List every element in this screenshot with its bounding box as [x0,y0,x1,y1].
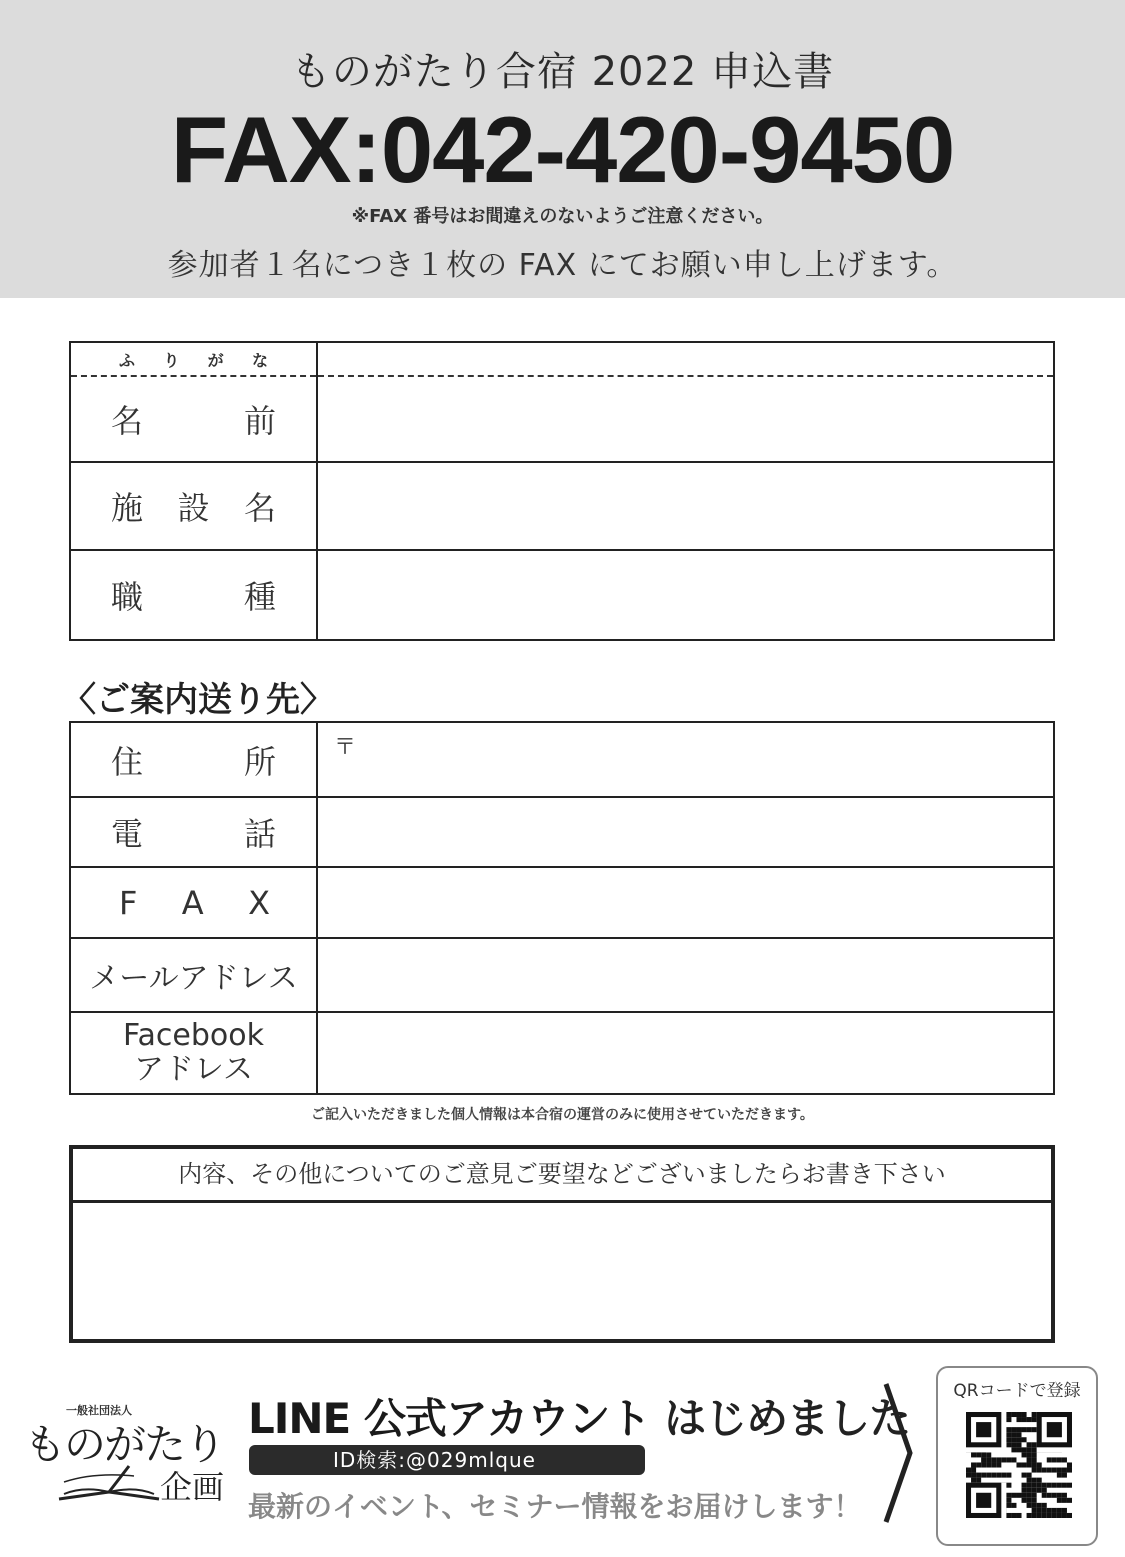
facebook-label-line2: アドレス [133,1052,254,1087]
fax-caution-note: ※FAX 番号はお間違えのないようご注意ください。 [351,206,774,227]
section-heading-contact: 〈ご案内送り先〉 [62,680,334,720]
line-id-bar: ID検索:@029mlque [249,1445,645,1475]
furigana-char: り [163,350,180,370]
furigana-row [70,342,1054,376]
email-field[interactable] [317,938,1054,1012]
phone-label [70,797,317,867]
address-label [70,722,317,797]
facility-field[interactable] [317,462,1054,550]
furigana-field[interactable] [317,342,1054,376]
contact-info-table [69,721,1055,1095]
label-char: 所 [243,742,276,781]
label-char: 設 [177,489,210,527]
address-field[interactable] [317,722,1054,797]
qr-label: QRコードで登録 [953,1381,1081,1401]
fax-label [70,867,317,938]
header-instruction: 参加者１名につき１枚の FAX にてお願い申し上げます。 [167,248,958,283]
phone-row [70,797,1054,867]
comment-box [69,1145,1055,1343]
form-title: ものがたり合宿 2022 申込書 [290,49,835,95]
email-row [70,938,1054,1012]
facebook-label [70,1012,317,1094]
furigana-char: ふ [119,350,136,370]
open-book-icon [54,1464,164,1504]
privacy-note: ご記入いただきました個人情報は本合宿の運営のみに使用させていただきます。 [311,1107,814,1123]
comment-field[interactable] [73,1203,1051,1338]
monogatari-logo [24,1402,229,1512]
header-band [0,0,1125,298]
name-row [70,376,1054,462]
comment-prompt: 内容、その他についてのご意見ご要望などございましたらお書き下さい [73,1149,1051,1203]
occupation-label [70,550,317,640]
label-char: 名 [243,489,276,527]
qr-code-icon[interactable] [966,1412,1072,1518]
furigana-char: な [251,350,268,370]
label-char: 住 [111,742,144,781]
furigana-label [70,342,317,376]
chevron-right-icon [880,1378,920,1528]
phone-field[interactable] [317,797,1054,867]
email-label: メールアドレス [70,938,317,1012]
logo-sub-text: 企画 [160,1468,225,1506]
line-description: 最新のイベント、セミナー情報をお届けします！ [248,1490,862,1523]
line-title-rest: はじめました [664,1394,911,1443]
label-char: 前 [243,402,276,440]
line-announcement [248,1386,910,1446]
qr-card[interactable] [936,1366,1098,1546]
facebook-label-line1: Facebook [123,1018,264,1053]
occupation-field[interactable] [317,550,1054,640]
label-char: X [248,883,270,922]
facebook-field[interactable] [317,1012,1054,1094]
label-char: A [181,883,204,922]
label-char: 電 [111,815,144,853]
personal-info-table [69,341,1055,641]
facility-row [70,462,1054,550]
label-char: 話 [243,815,276,853]
name-label [70,376,317,462]
label-char: 職 [111,578,144,616]
occupation-row [70,550,1054,640]
fax-number: FAX:042-420-9450 [170,97,955,202]
line-title-bold: LINE 公式アカウント [248,1394,651,1443]
label-char: 施 [111,489,144,527]
address-row [70,722,1054,797]
fax-field[interactable] [317,867,1054,938]
name-field[interactable] [317,376,1054,462]
zip-mark: 〒 [334,735,357,760]
label-char: 名 [111,402,144,440]
logo-org-type: 一般社団法人 [66,1404,132,1417]
furigana-char: が [207,350,224,370]
facility-label [70,462,317,550]
label-char: F [119,883,138,922]
fax-row [70,867,1054,938]
logo-main-text: ものがたり [24,1420,225,1469]
label-char: 種 [243,578,276,616]
facebook-row [70,1012,1054,1094]
